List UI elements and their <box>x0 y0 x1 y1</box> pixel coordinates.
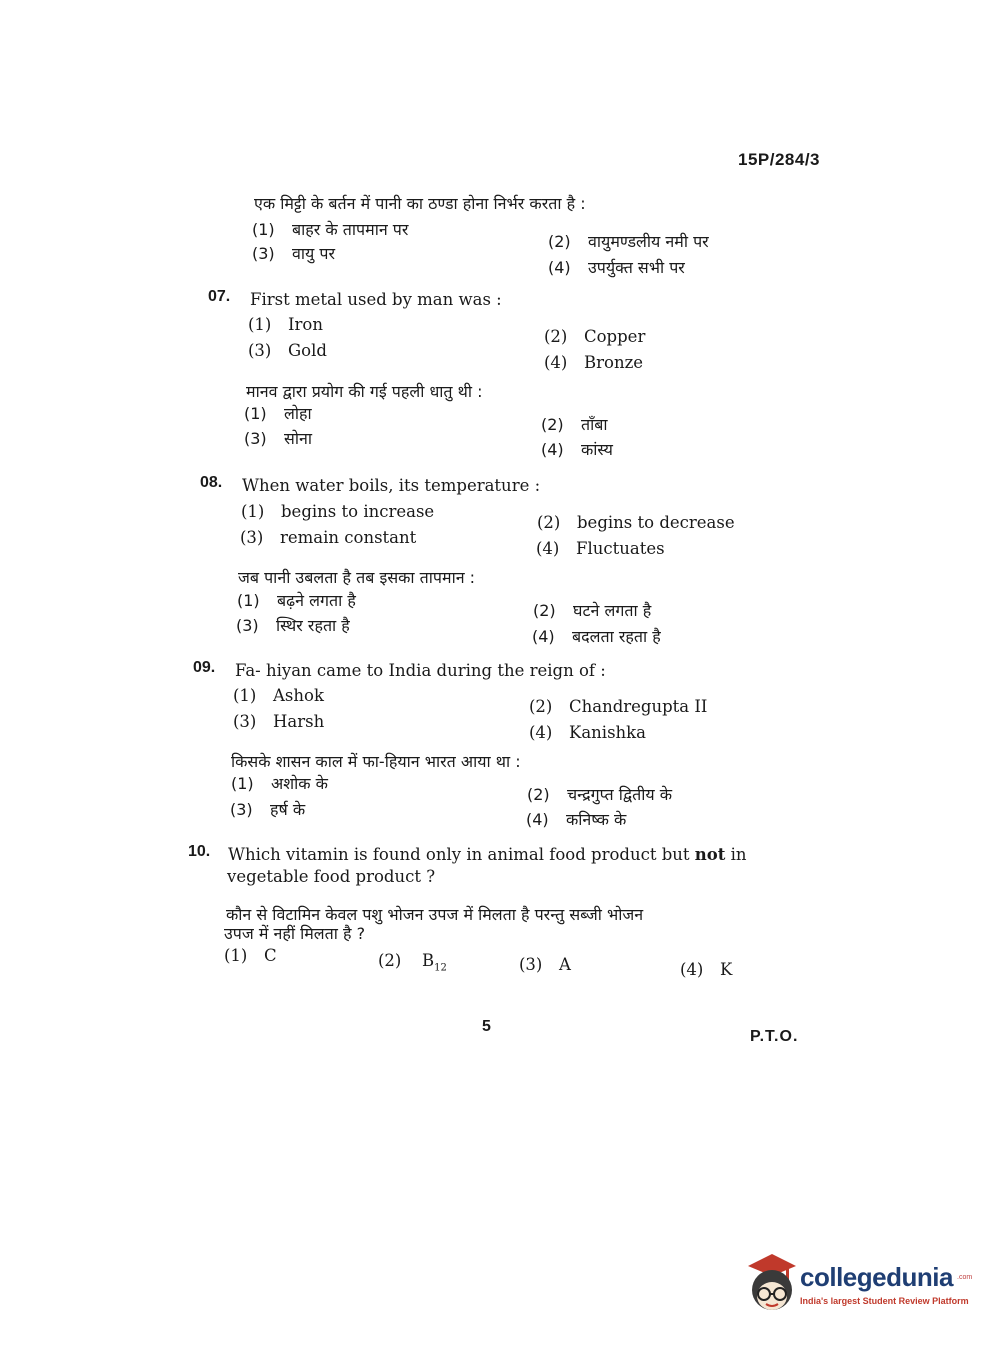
pto-label: P.T.O. <box>750 1028 799 1045</box>
page-number: 5 <box>482 1018 491 1035</box>
q07-number: 07. <box>208 288 231 305</box>
q07-option-4-hi: (4) कांस्य <box>541 440 613 459</box>
q07-option-1-hi: (1) लोहा <box>244 404 312 423</box>
q10-stem-hindi-line2: उपज में नहीं मिलता है ? <box>224 924 366 943</box>
q10-stem-hindi-line1: कौन से विटामिन केवल पशु भोजन उपज में मिलता है परन्तु सब्जी भोजन <box>226 905 644 924</box>
q08-option-1-en: (1) begins to increase <box>241 502 435 521</box>
logo-wordmark: collegedunia <box>800 1262 953 1292</box>
q10-option-1: (1) C <box>224 946 277 965</box>
q09-option-1-en: (1) Ashok <box>233 686 324 705</box>
q08-option-2-en: (2) begins to decrease <box>537 513 735 532</box>
q06-option-1: (1) बाहर के तापमान पर <box>252 220 409 239</box>
q09-option-4-hi: (4) कनिष्क के <box>526 810 627 829</box>
q07-option-3-en: (3) Gold <box>248 341 327 360</box>
q08-option-3-en: (3) remain constant <box>240 528 417 547</box>
q10-stem-english-line2: vegetable food product ? <box>227 867 436 886</box>
q07-option-2-en: (2) Copper <box>544 327 646 346</box>
q06-option-3: (3) वायु पर <box>252 244 336 263</box>
q06-option-2: (2) वायुमण्डलीय नमी पर <box>548 232 709 251</box>
q08-stem-english: When water boils, its temperature : <box>242 476 541 495</box>
q06-stem-hindi: एक मिट्टी के बर्तन में पानी का ठण्डा होना निर्भर करता है : <box>254 194 586 213</box>
q07-stem-hindi: मानव द्वारा प्रयोग की गई पहली धातु थी : <box>246 382 483 401</box>
logo-suffix: .com <box>957 1274 973 1281</box>
q09-option-4-en: (4) Kanishka <box>529 723 646 742</box>
q08-option-1-hi: (1) बढ़ने लगता है <box>237 591 356 610</box>
q09-stem-english: Fa- hiyan came to India during the reign of : <box>235 661 606 680</box>
q10-stem-english-line1: Which vitamin is found only in animal food product but not in <box>228 845 747 864</box>
logo-tagline: India's largest Student Review Platform <box>800 1296 969 1306</box>
student-mascot-icon <box>742 1250 798 1320</box>
paper-code: 15P/284/3 <box>738 150 821 169</box>
q09-stem-hindi: किसके शासन काल में फा-हियान भारत आया था : <box>231 752 521 771</box>
q09-option-2-en: (2) Chandregupta II <box>529 697 708 716</box>
q07-option-1-en: (1) Iron <box>248 315 323 334</box>
collegedunia-logo <box>742 1248 974 1320</box>
q10-option-2: (2) $B_{12}$ <box>378 951 447 974</box>
q07-stem-english: First metal used by man was : <box>250 290 502 309</box>
q08-number: 08. <box>200 474 223 491</box>
q07-option-3-hi: (3) सोना <box>244 429 312 448</box>
q09-option-3-en: (3) Harsh <box>233 712 325 731</box>
q09-number: 09. <box>193 659 216 676</box>
q09-option-2-hi: (2) चन्द्रगुप्त द्वितीय के <box>527 785 673 804</box>
q08-stem-hindi: जब पानी उबलता है तब इसका तापमान : <box>238 568 476 587</box>
q09-option-3-hi: (3) हर्ष के <box>230 800 306 819</box>
q09-option-1-hi: (1) अशोक के <box>231 774 328 793</box>
q10-number: 10. <box>188 843 211 860</box>
q08-option-2-hi: (2) घटने लगता है <box>533 601 652 620</box>
q08-option-4-en: (4) Fluctuates <box>536 539 665 558</box>
q06-option-4: (4) उपर्युक्त सभी पर <box>548 258 685 277</box>
q08-option-4-hi: (4) बदलता रहता है <box>532 627 661 646</box>
q10-option-4: (4) K <box>680 960 733 979</box>
q07-option-4-en: (4) Bronze <box>544 353 644 372</box>
q10-option-3: (3) A <box>519 955 571 974</box>
q08-option-3-hi: (3) स्थिर रहता है <box>236 616 350 635</box>
q07-option-2-hi: (2) ताँबा <box>541 415 608 434</box>
